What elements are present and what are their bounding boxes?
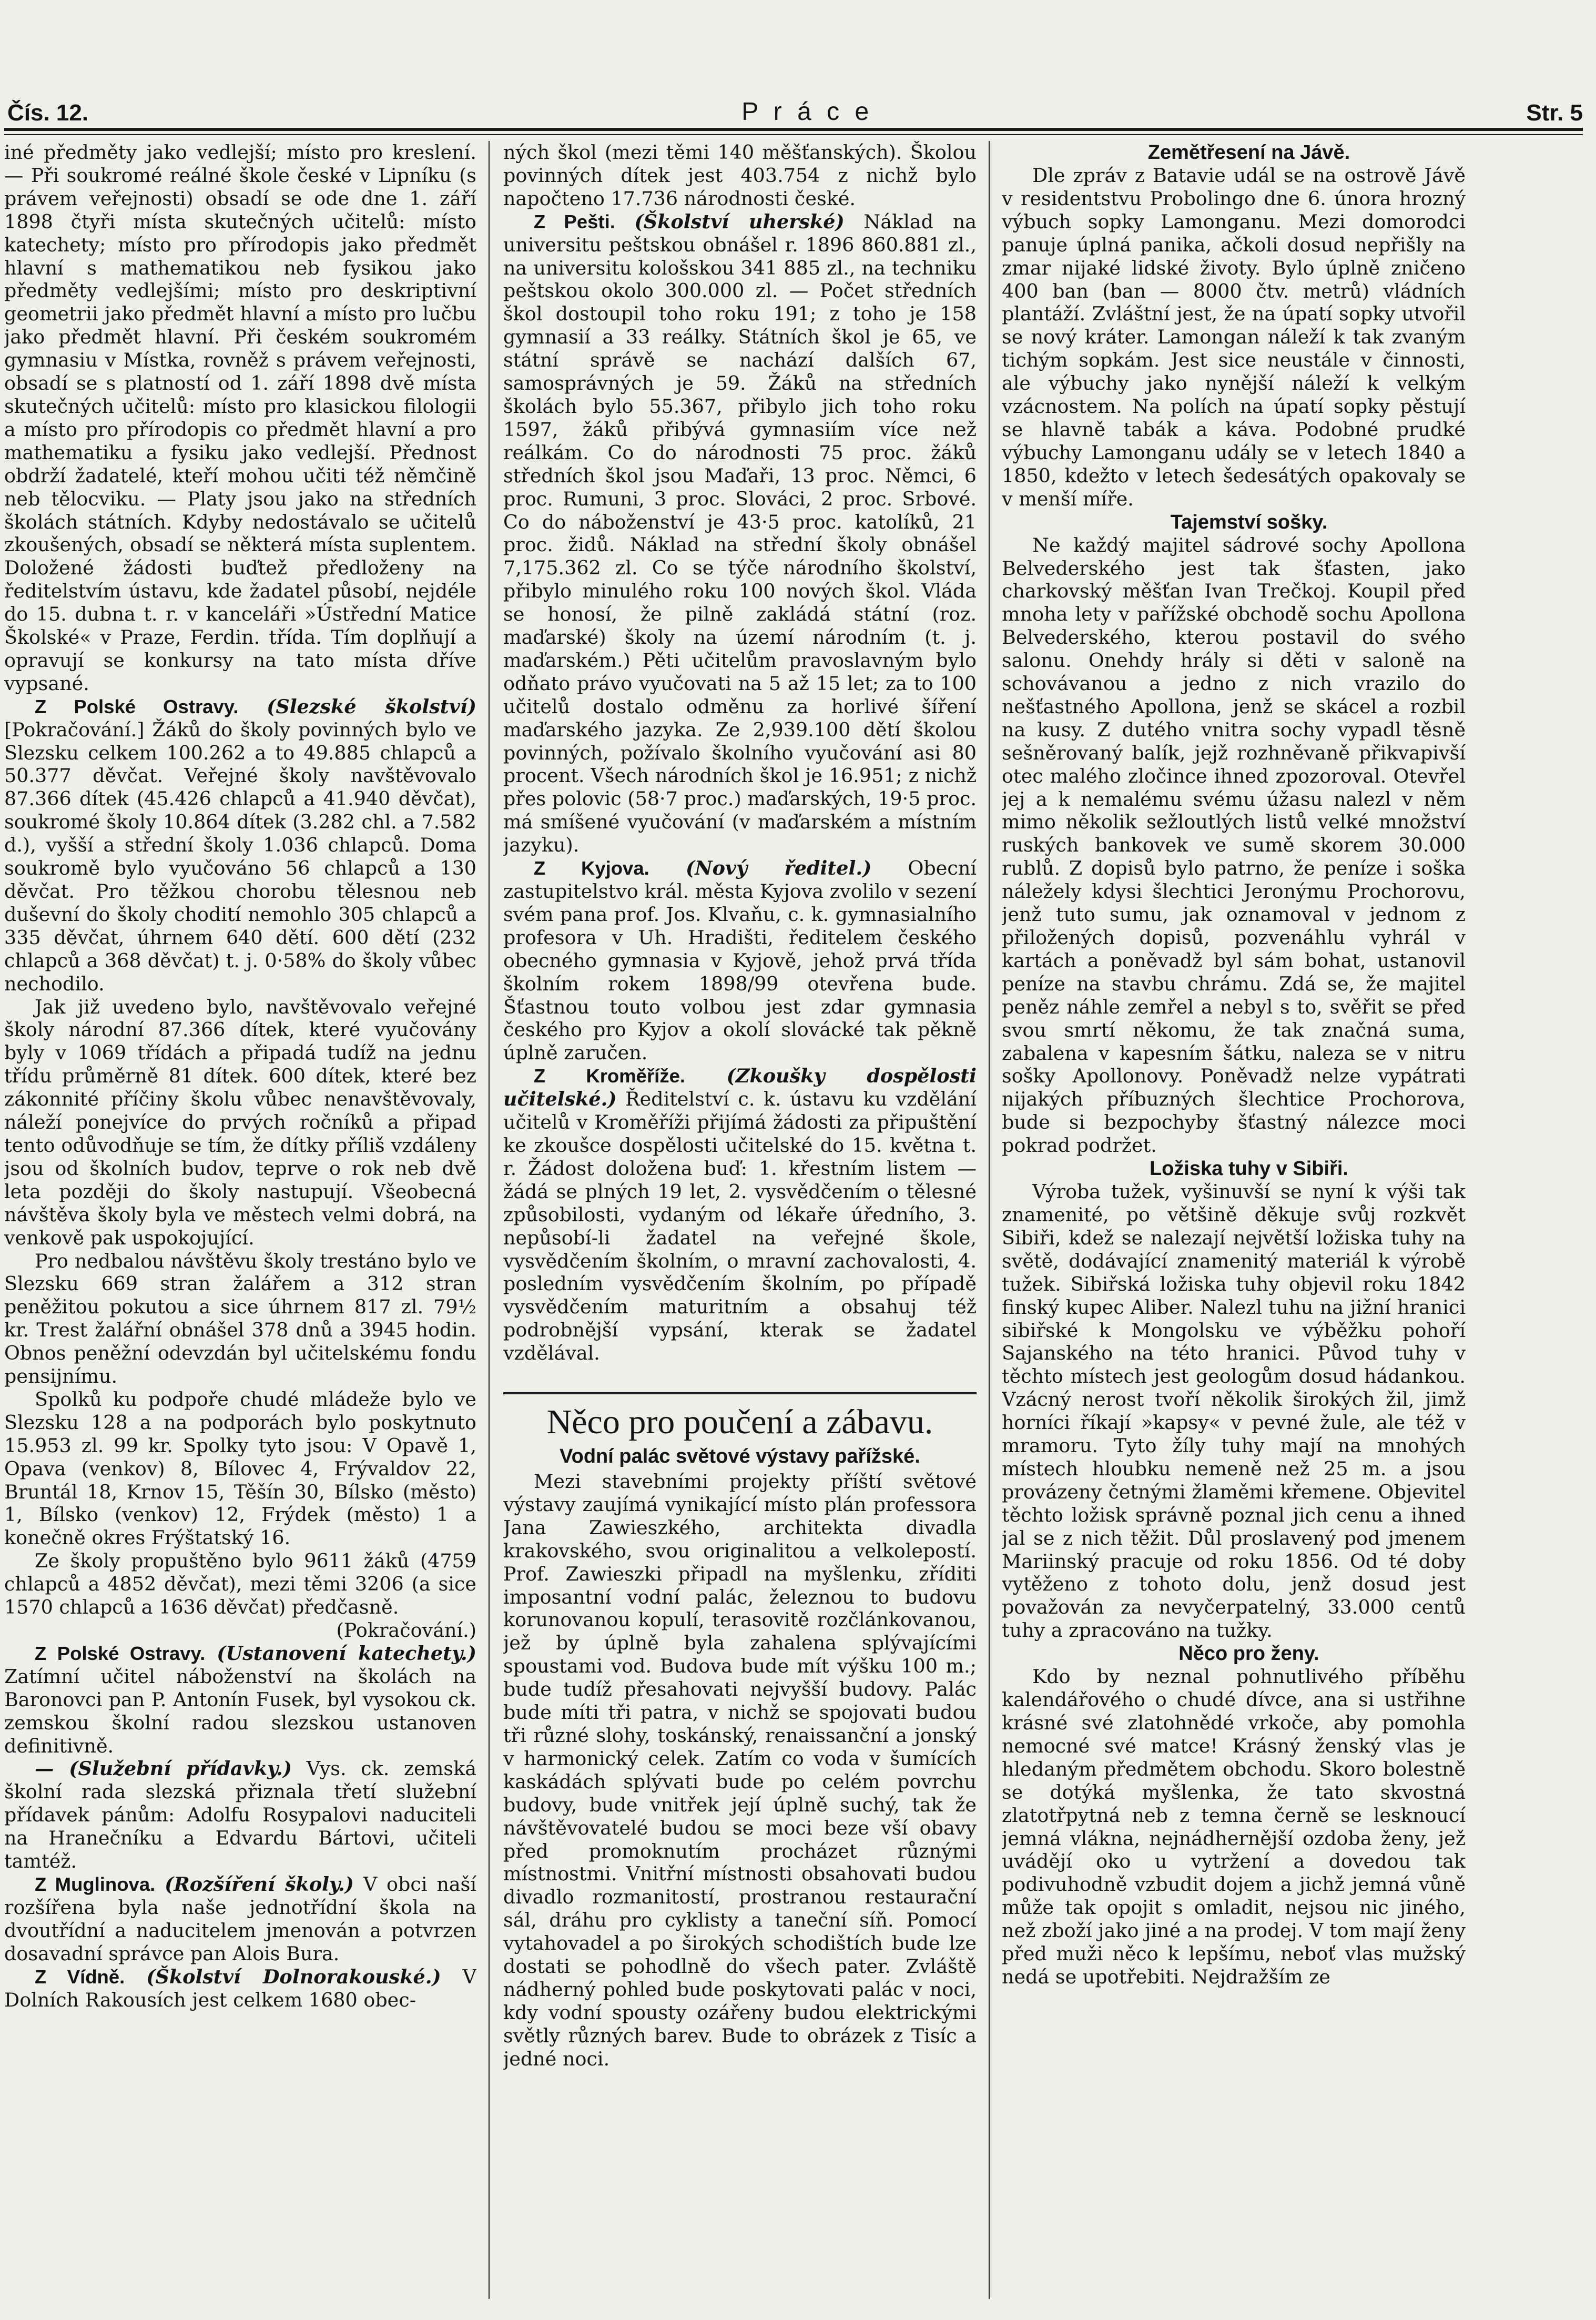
- article-title: Něco pro ženy.: [1178, 1643, 1319, 1665]
- article-text: Ředitelství c. k. ústavu ku vzdělání učitelů v Kroměříži přijímá žádosti za připuštění ke zkoušce dospělosti učitelské do 15. května t. r. Žádost doložena buď: 1. křestním listem — žádá se plných 19 let, 2. vysvědčením o tělesné způsobilosti, vydaným od lékaře úředního, 3. nepůsobí-li žadatel na veřejné škole, vysvědčením školním, o mravní zachovalosti, 4. posledním vysvědčením školním, po případě vysvědčením maturitním a obsahuj též podrobnější vypsání, kterak se žadatel vzdělával.: [503, 1088, 977, 1365]
- article-paragraph: Výroba tužek, vyšinuvší se nyní k výši tak znamenité, po většině děkuje svůj rozkvět Sibiři, kdež se nalezají největší ložiska tuhy na světě, dodávající znamenitý materiál k výrobě tužek. Sibiřská ložiska tuhy objevil roku 1842 finský kupec Aliber. Nalezl tuhu na jižní hranici sibiřské k Mongolsku ve výběžku pohoří Sajanského na této hranici. Původ tuhy v těchto místech jest geologům dosud hádankou. Vzácný nerost tvoří několik širokých žil, jimž horníci říkají »kapsy« v pevné žule, ale též v mramoru. Tyto žíly tuhy mají na mnohých místech hloubku nemeně než 25 m. a jsou provázeny četnými žlaměmi křemene. Objevitel těchto ložisk správně poznal jich cenu a ihned jal se z nich těžit. Důl proslavený pod jmenem Mariinský pracuje od roku 1856. Od té doby vytěženo z tohoto dolu, jenž dosud jest považován za nevyčerpatelný, 33.000 centů tuhy a zpracováno na tužky.: [1002, 1180, 1466, 1642]
- article-paragraph: Spolků ku podpoře chudé mládeže bylo ve Slezsku 128 a na podporách bylo poskytnuto 15.953 zl. 99 kr. Spolky tyto jsou: V Opavě 1, Opava (venkov) 8, Bílovec 4, Frývaldov 22, Bruntál 18, Krnov 15, Těšín 30, Bílsko (město) 1, Bílsko (venkov) 12, Frýdek (město) 1 a konečně okres Frýštatský 16.: [4, 1387, 476, 1549]
- article-paragraph: [503, 1065, 977, 1365]
- section-subtitle: Vodní palác světové výstavy pařížské.: [560, 1445, 920, 1468]
- article-paragraph: [4, 1757, 476, 1873]
- section-title: Něco pro poučení a zábavu.: [503, 1392, 977, 1443]
- article-title: Zemětřesení na Jávě.: [1147, 141, 1350, 164]
- issue-number: Čís. 12.: [7, 100, 89, 126]
- article-text: V obci naší rozšířena byla naše jednotřídní škola na dvoutřídní a naducitelem jmenován a potvrzen dosavadní správce pan Alois Bura.: [4, 1872, 476, 1965]
- column-1: [4, 141, 476, 2299]
- header-rule-thin: [4, 134, 1583, 135]
- newspaper-title: P r á c e: [741, 98, 873, 126]
- article-heading: Z Kyjova.: [534, 857, 649, 879]
- article-paragraph: [503, 210, 977, 857]
- header-rule: [4, 128, 1583, 131]
- article-text: [Pokračování.] Žáků do školy povinných bylo ve Slezsku celkem 100.262 a to 49.885 chlapců a 50.377 děvčat. Veřejné školy navštěvovalo 87.366 dítek (45.426 chlapců a 41.940 děvčat), soukromé školy 10.864 dítek (3.282 chl. a 7.582 d.), vyšší a střední školy 1.036 chlapců. Doma soukromě bylo vyučováno 56 chlapců a 130 děvčat. Pro těžkou chorobu tělesnou neb duševní do školy chodití nemohlo 305 chlapců a 335 děvčat, úhrnem 640 dětí. 600 dětí (232 chlapců a 368 děvčat) t. j. 0·58% do školy vůbec nechodilo.: [4, 718, 476, 995]
- column-2: [503, 141, 977, 2299]
- continuation-note: (Pokračování.): [336, 1619, 476, 1642]
- article-text: Náklad na universitu peštskou obnášel r. 1896 860.881 zl., na universitu kološskou 341 885 zl., na techniku peštskou okolo 300.000 zl. — Počet středních škol dostoupil toho roku 191; z toho je 158 gymnasií a 33 reálky. Státních škol je 65, ve státní správě se nachází dalších 67, samosprávných je 59. Žáků na středních školách bylo 55.367, přibylo jich toho roku 1597, žáků přibývá gymnasiím více než reálkám. Co do národnosti 75 proc. žáků středních škol jsou Maďaři, 13 proc. Němci, 6 proc. Rumuni, 3 proc. Slováci, 2 proc. Srbové. Co do náboženství je 43·5 proc. katolíků, 21 proc. židů. Náklad na střední školy obnášel 7,175.362 zl. Co se týče národního školství, přibylo minulého roku 100 nových škol. Vláda se honosí, že pilně zakládá státní (roz. maďarské) školy na území národním (t. j. maďarském.) Pěti učitelům pravoslavným bylo odňato právo vyučovati na 5 až 15 let; za to 100 učitelů dostalo odměnu za horlivé šíření maďarského jazyka. Ze 2,939.100 dětí školou povinných, požívalo školního vyučování asi 80 procent. Všech národních škol je 16.951; z nichž přes polovic (58·7 proc.) maďarských, 19·5 proc. má smíšené vyučování (v maďarském a místním jazyku).: [503, 210, 977, 857]
- article-heading: Z Polské Ostravy.: [35, 695, 239, 717]
- article-subheading: — (Služební přídavky.): [35, 1757, 292, 1780]
- column-3: [1002, 141, 1466, 2299]
- article-subheading: (Školství uherské): [634, 210, 845, 233]
- article-paragraph: iné předměty jako vedlejší; místo pro kreslení. — Při soukromé reálné škole české v Lipníku (s právem veřejnosti) obsadí se ode dne 1. září 1898 čtyři místa skutečných učitelů: místo katechety; místo pro přírodopis jako předmět hlavní s mathematikou neb fysikou jako předměty vedlejšími; místo pro deskriptivní geometrii jako předmět hlavní a místo pro lučbu jako předmět hlavní. Při českém soukromém gymnasiu v Místka, rovněž s právem veřejnosti, obsadí se s platností od 1. září 1898 dvě místa skutečných učitelů: místo pro klasickou filologii a místo pro přírodopis co předmět hlavní a pro mathematiku a fysiku jako vedlejší. Přednost obdrží žadatelé, kteří mohou učiti též němčině neb tělocviku. — Platy jsou jako na středních školách státních. Kdyby nedostávalo se učitelů zkoušených, obsadí se některá místa suplentem. Doložené žádosti buďtež předloženy na ředitelstvím ústavu, kde žadatel působí, nejdéle do 15. dubna t. r. v kanceláři »Ústřední Matice Školské« v Praze, Ferdin. třída. Tím doplňují a opravují se konkursy na tato místa dříve vypsané.: [4, 141, 476, 695]
- article-paragraph: [4, 1966, 476, 2012]
- article-subheading: (Rozšíření školy.): [165, 1872, 354, 1896]
- article-subheading: (Zkoušky dospělosti učitelské.): [503, 1065, 977, 1111]
- article-paragraph: Ne každý majitel sádrové sochy Apollona Belvederského jest tak šťasten, jako charkovský měšťan Ivan Trečkoj. Koupil před mnoha lety v pařížské obchodě sochu Apollona Belvederského, kterou postavil do svého salonu. Onehdy hrály si děti v saloně na schovávanou a jedno z nich vrazilo do nešťastného Apollona, jenž se skácel a rozbil na kusy. Z dutého vnitra sochy vypadl těsně sešněrovaný balík, jejž rozhněvaně přikvapivší otec malého zločince ihned zpozoroval. Otevřel jej a k nemalému svému úžasu nalezl v něm mimo několik sežloutlých listů velké množství ruských bankovek ve sumě skorem 30.000 rublů. Z dopisů bylo patrno, že peníze i soška náležely kdysi šlechtici Jeronýmu Prochorovu, jenž tuto sumu, jak oznamoval v jednom z přiložených dopisů, pozvenáhlu vyhrál v kartách a poněvadž byl sám bohat, ustanovil peníze na stavbu chrámu. Zdá se, že majitel peněz náhle zemřel a nebyl s to, svěřit se před svou smrtí někomu, že tak značná suma, zabalena v kapesním šátku, naleza se v nitru sošky Apollonovy. Poněvadž nelze vypátrati nijakých příbuzných šlechtice Prochorova, bude si bezpochyby šťastný nálezce moci pokrad podržet.: [1002, 533, 1466, 1157]
- article-title: Ložiska tuhy v Sibiři.: [1150, 1158, 1348, 1180]
- article-heading: Z Polské Ostravy.: [35, 1642, 206, 1664]
- article-paragraph: [4, 1642, 476, 1758]
- article-paragraph: Kdo by neznal pohnutlivého příběhu kalendářového o chudé dívce, ana si ustřihne krásné své zlatohnědé vrkoče, aby pomohla nemocné své matce! Krásný ženský vlas je hledaným předmětem obchodu. Skoro bolestně se dotýká myšlenka, že tato skvostná zlatotřpytná neb z temna černě se lesknoucí jemná vlákna, nejnádhernější ozdoba ženy, jež uvádějí oko u vytržení a dovedou tak podivuhodně vzbudit dojem a jichž jemná vůně může tak opojit s omladit, nejsou nic jiného, než zboží jako jiné a na prodej. V tom mají ženy před muži něco k lepšímu, neboť vlas mužský nedá se upotřebiti. Nejdražším ze: [1002, 1665, 1466, 1988]
- page-header: [7, 84, 1583, 126]
- column-divider: [489, 141, 490, 2299]
- article-subheading: (Ustanovení katechety.): [217, 1642, 476, 1665]
- article-subheading: (Školství Dolnorakouské.): [146, 1965, 441, 1988]
- article-heading: Z Vídně.: [35, 1966, 125, 1988]
- article-paragraph: Mezi stavebními projekty příští světové výstavy zaujímá vynikající místo plán professora Jana Zawieszkého, architekta divadla krakovského, svou originalitou a velkolepostí. Prof. Zawieszki připadl na myšlenku, zříditi imposantní vodní palác, železnou to budovu korunovanou kopulí, terasovitě rozčlánkovanou, jež by úplně byla zahalena splývajícími spoustami vod. Budova bude mít výšku 100 m.; bude tudíž přesahovati nejvyšší budovy. Palác bude míti tři patra, v nichž se spojovati budou tři různé slohy, toskánský, renaissanční a jonský v harmonický celek. Zatím co voda v šumících kaskádách splývati bude po celém povrchu budovy, bude vnitřek její úplně suchý, tak že návštěvovatelé budou se moci beze vší obavy před promoknutím procházet různými místnostmi. Vnitřní místnosti obsahovati budou divadlo rozmanitostí, prostranou restaurační sál, dráhu pro cyklisty a taneční síň. Pomocí vytahovadel a po širokých schodištích bude lze dostati se pohodlně do všech pater. Zvláště nádherný pohled bude poskytovati palác v noci, kdy vodní spousty ozářeny budou elektrickými světly různých barev. Bude to obrázek z Tisíc a jedné noci.: [503, 1470, 977, 2070]
- article-paragraph: [4, 695, 476, 996]
- article-paragraph: [4, 1873, 476, 1966]
- page-number: Str. 5: [1526, 100, 1583, 126]
- article-subheading: (Slezské školství): [267, 695, 476, 718]
- article-text: Obecní zastupitelstvo král. města Kyjova zvolilo v sezení svém pana prof. Jos. Klvaňu, c. k. gymnasialního profesora v Uh. Hradišti, ředitelem českého obecného gymnasia v Kyjově, jehož prvá třída školním rokem 1898/99 otevřena bude. Šťastnou touto volbou jest zdar gymnasia českého pro Kyjov a okolí slovácké tak pěkně úplně zaručen.: [503, 857, 977, 1065]
- article-heading: Z Muglinova.: [35, 1873, 156, 1895]
- article-title: Tajemství sošky.: [1170, 511, 1328, 533]
- article-paragraph: Dle zpráv z Batavie udál se na ostrově Jávě v residentstvu Probolingo dne 6. února hrozný výbuch sopky Lamonganu. Mezi domorodci panuje úplná panika, ačkoli dosud nepřišly na zmar nijaké lidské životy. Bylo úplně zničeno 400 ban (ban — 8000 čtv. metrů) vládních plantáží. Zvláštní jest, že na úpatí sopky utvořil se nový kráter. Lamongan náleží k tak zvaným tichým sopkám. Jest sice neustále v činnosti, ale výbuchy jako nynější náleží k velkým vzácnostem. Na polích na úpatí sopky pěstují se hlavně tabák a káva. Podobné prudké výbuchy Lamonganu udály se v letech 1840 a 1850, kdežto v letech šedesátých opakovaly se v menší míře.: [1002, 164, 1466, 510]
- article-paragraph: ných škol (mezi těmi 140 měšťanských). Školou povinných dítek jest 403.754 z nichž bylo napočteno 17.736 národnosti české.: [503, 141, 977, 210]
- article-paragraph: Pro nedbalou návštěvu školy trestáno bylo ve Slezsku 669 stran žalářem a 312 stran peněžitou pokutou a sice úhrnem 817 zl. 79½ kr. Trest žalářní obnášel 378 dnů a 3945 hodin. Obnos peněžní odevzdán byl učitelskému fondu pensijnímu.: [4, 1249, 476, 1388]
- article-text: Vys. ck. zemská školní rada slezská přiznala třetí služební přídavek pánům: Adolfu Rosypalovi naduciteli na Hranečníku a Edvardu Bártovi, učiteli tamtéž.: [4, 1757, 476, 1873]
- article-subheading: (Nový ředitel.): [685, 857, 872, 880]
- article-text: V Dolních Rakousích jest celkem 1680 obec-: [4, 1965, 476, 2011]
- article-paragraph: [503, 857, 977, 1065]
- article-paragraph: Ze školy propuštěno bylo 9611 žáků (4759 chlapců a 4852 děvčat), mezi těmi 3206 (a sice 1570 chlapců a 1636 děvčat) předčasně.: [4, 1549, 476, 1619]
- column-divider: [989, 141, 990, 2299]
- article-paragraph: Jak již uvedeno bylo, navštěvovalo veřejné školy národní 87.366 dítek, které vyučovány byly v 1069 třídách a připadá tudíž na jednu třídu průměrně 81 dítek. 600 dítek, které bez zákonnité příčiny školu vůbec nenavštěvovaly, náleží ponejvíce do prvých ročníků a připad tento odůvodňuje se tím, že dítky příliš vzdáleny jsou od školních budov, teprve o rok neb dvě leta později do školy nastupují. Všeobecná návštěva školy byla ve městech velmi dobrá, na venkově pak uspokojující.: [4, 995, 476, 1249]
- article-text: Zatímní učitel náboženství na školách na Baronovci pan P. Antonín Fusek, byl vysokou ck. zemskou školní radou slezskou ustanoven definitivně.: [4, 1665, 476, 1757]
- article-heading: Z Kroměříže.: [534, 1065, 686, 1087]
- article-heading: Z Pešti.: [534, 210, 615, 232]
